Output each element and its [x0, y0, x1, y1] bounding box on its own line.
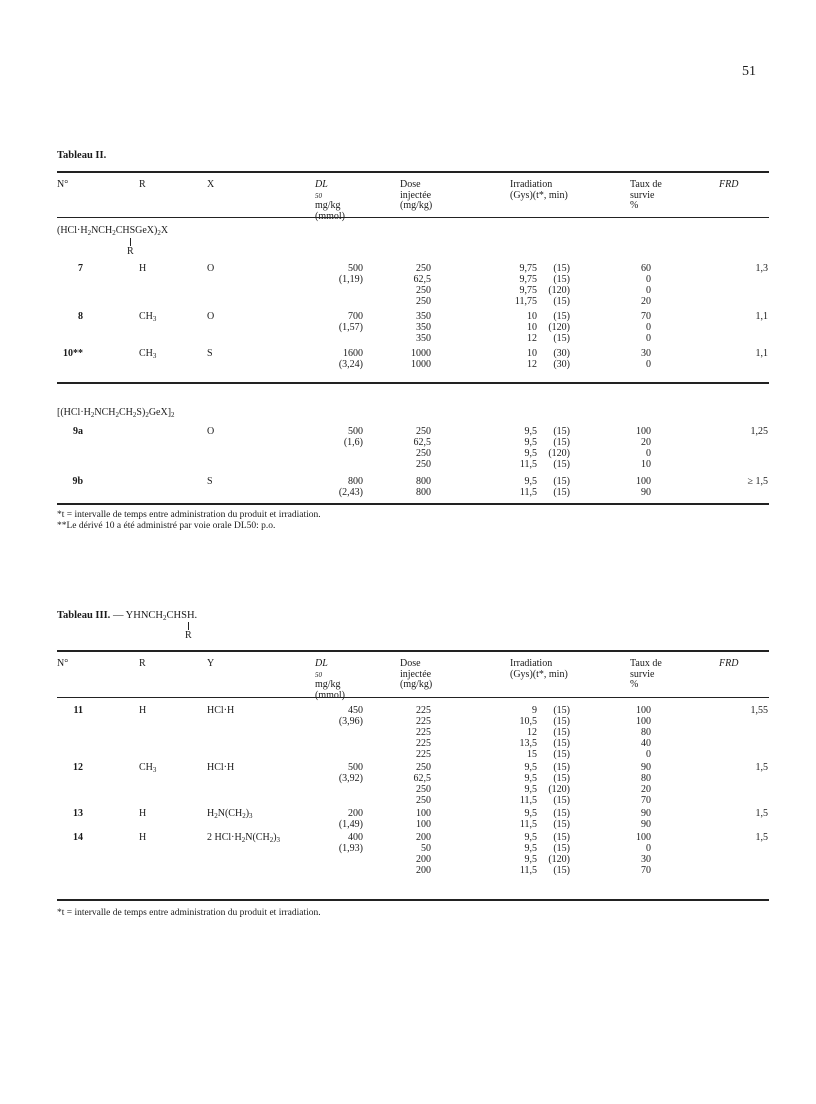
row-dl50-line: (1,19)	[338, 274, 363, 285]
row-frd: 1,1	[755, 348, 768, 359]
row-gys-line: 11,5	[519, 459, 537, 470]
row-taux	[605, 832, 651, 876]
row-y: HCl·H	[207, 762, 235, 773]
header-taux-line: Taux de	[630, 179, 662, 190]
row-gys-line: 12	[527, 333, 537, 344]
row-dl50-line: (1,57)	[338, 322, 363, 333]
row-taux-line: 30	[641, 348, 651, 359]
row-dl50-line: (3,24)	[338, 359, 363, 370]
header-no: N°	[57, 179, 69, 190]
footnote: *t = intervalle de temps entre administration du produit et irradiation.	[57, 908, 321, 918]
row-r: $CH_3$	[139, 762, 157, 774]
header-dose	[400, 180, 432, 212]
row-number: 11	[73, 705, 83, 716]
row-r: $CH_3$	[139, 348, 157, 360]
row-time-line: (15)	[553, 333, 570, 344]
row-taux-line: 100	[636, 716, 651, 727]
header-irradiation	[510, 659, 568, 680]
row-time-line: (15)	[553, 749, 570, 760]
row-frd: 1,3	[755, 263, 768, 274]
row-taux-line: 20	[641, 437, 651, 448]
row-number: 12	[73, 762, 83, 773]
row-frd: 1,5	[755, 762, 768, 773]
row-dl50-line: (2,43)	[338, 487, 363, 498]
row-r: H	[139, 705, 147, 716]
row-gys-line: 10	[527, 348, 537, 359]
row-dose-line: 800	[416, 487, 431, 498]
table-rule	[57, 503, 769, 505]
row-gys-line: 12	[527, 727, 537, 738]
header-dose-line: injectée	[400, 189, 432, 201]
footnote-1: *t = intervalle de temps entre administration du produit et irradiation.	[57, 510, 321, 520]
group-2-formula: $[(HCl\cdot H_2NCH_2CH_2S)_2GeX]_2$	[57, 407, 175, 419]
row-dose-line: 250	[416, 263, 431, 274]
row-time	[540, 348, 570, 370]
row-gys	[497, 832, 537, 876]
row-dose	[397, 426, 431, 470]
row-dose-line: 200	[416, 832, 431, 843]
row-dl50-line: 450	[348, 705, 363, 716]
row-taux-line: 40	[641, 738, 651, 749]
table-3-caption	[57, 610, 197, 624]
row-gys-line: 13,5	[519, 738, 537, 749]
row-time-line: (15)	[553, 843, 570, 854]
row-time-line: (15)	[553, 773, 570, 784]
header-dl50-line: (mmol)	[315, 210, 345, 222]
header-taux-line: %	[630, 679, 639, 690]
row-taux-line: 0	[646, 448, 651, 459]
header-dose	[400, 659, 432, 691]
row-taux-line: 0	[646, 322, 651, 333]
row-gys-line: 9,75	[519, 285, 537, 296]
header-dose-line: Dose	[400, 658, 421, 669]
row-time-line: (15)	[553, 738, 570, 749]
row-number: 13	[73, 808, 83, 819]
row-dose	[397, 808, 431, 830]
row-taux-line: 100	[636, 832, 651, 843]
row-taux-line: 90	[641, 819, 651, 830]
row-time-line: (120)	[548, 784, 570, 795]
row-dose-line: 100	[416, 819, 431, 830]
row-time-line: (15)	[553, 762, 570, 773]
row-number: 7	[78, 263, 83, 274]
row-dl50	[307, 348, 363, 370]
row-taux	[605, 426, 651, 470]
row-dose	[397, 705, 431, 760]
row-dose-line: 225	[416, 716, 431, 727]
branch-letter: R	[185, 630, 192, 641]
row-dose	[397, 263, 431, 307]
row-taux-line: 20	[641, 296, 651, 307]
row-taux-line: 60	[641, 263, 651, 274]
row-dose-line: 62,5	[413, 437, 431, 448]
row-gys-line: 9,5	[524, 832, 537, 843]
row-gys-line: 9,5	[524, 784, 537, 795]
table-2-caption: Tableau II.	[57, 150, 107, 161]
row-dl50-line: 500	[348, 762, 363, 773]
row-dl50-line: (1,93)	[338, 843, 363, 854]
row-gys-line: 9,5	[524, 426, 537, 437]
row-gys-line: 9,5	[524, 808, 537, 819]
table-rule	[57, 382, 769, 384]
header-dl50-line: DL 50	[315, 658, 328, 679]
row-gys-line: 9	[532, 705, 537, 716]
row-dose-line: 225	[416, 749, 431, 760]
row-number: 14	[73, 832, 83, 843]
row-taux-line: 80	[641, 773, 651, 784]
row-frd: 1,25	[750, 426, 768, 437]
row-dose-line: 250	[416, 762, 431, 773]
row-time-line: (15)	[553, 437, 570, 448]
table-rule	[57, 217, 769, 218]
row-time-line: (120)	[548, 322, 570, 333]
header-frd: FRD	[719, 179, 739, 190]
row-taux-line: 0	[646, 749, 651, 760]
row-frd: 1,5	[755, 808, 768, 819]
row-dose-line: 50	[421, 843, 431, 854]
row-taux	[605, 762, 651, 806]
row-dl50	[307, 808, 363, 830]
row-x: O	[207, 311, 215, 322]
row-gys	[497, 311, 537, 344]
row-time	[540, 705, 570, 760]
header-dose-line: (mg/kg)	[400, 679, 433, 690]
header-taux-line: Taux de	[630, 658, 662, 669]
row-time	[540, 762, 570, 806]
row-time-line: (15)	[553, 716, 570, 727]
row-x: S	[207, 476, 213, 487]
row-frd: 1,1	[755, 311, 768, 322]
table-rule	[57, 697, 769, 698]
row-dl50-line: (3,96)	[338, 716, 363, 727]
row-taux-line: 70	[641, 865, 651, 876]
row-dose-line: 200	[416, 854, 431, 865]
row-time-line: (15)	[553, 311, 570, 322]
row-taux-line: 100	[636, 476, 651, 487]
header-dl50-line: (mmol)	[315, 689, 345, 701]
row-time	[540, 426, 570, 470]
row-dl50	[307, 311, 363, 333]
row-dose-line: 1000	[411, 348, 431, 359]
row-time-line: (15)	[553, 487, 570, 498]
row-time-line: (15)	[553, 476, 570, 487]
row-dl50	[307, 705, 363, 727]
header-y: Y	[207, 658, 215, 669]
row-dl50-line: 500	[348, 426, 363, 437]
row-gys-line: 15	[527, 749, 537, 760]
row-x: O	[207, 426, 215, 437]
branch-bond	[130, 238, 131, 246]
row-taux-line: 80	[641, 727, 651, 738]
row-r: H	[139, 832, 147, 843]
row-taux	[605, 808, 651, 830]
row-r: H	[139, 808, 147, 819]
row-number: 9b	[72, 476, 83, 487]
row-x: S	[207, 348, 213, 359]
row-dl50-line: (3,92)	[338, 773, 363, 784]
row-frd: 1,5	[755, 832, 768, 843]
row-dose-line: 250	[416, 795, 431, 806]
row-gys-line: 9,5	[524, 476, 537, 487]
row-gys-line: 9,5	[524, 448, 537, 459]
row-taux	[605, 476, 651, 498]
row-time-line: (15)	[553, 795, 570, 806]
row-dose-line: 1000	[411, 359, 431, 370]
row-taux-line: 90	[641, 808, 651, 819]
row-time-line: (15)	[553, 819, 570, 830]
header-dl50	[315, 180, 345, 222]
row-time-line: (15)	[553, 865, 570, 876]
row-dl50	[307, 426, 363, 448]
row-time-line: (15)	[553, 263, 570, 274]
row-time	[540, 263, 570, 307]
row-time	[540, 832, 570, 876]
row-time-line: (120)	[548, 448, 570, 459]
row-taux-line: 70	[641, 311, 651, 322]
row-dose-line: 250	[416, 296, 431, 307]
row-dose-line: 350	[416, 322, 431, 333]
row-time-line: (15)	[553, 727, 570, 738]
row-frd: 1,55	[750, 705, 768, 716]
row-taux-line: 30	[641, 854, 651, 865]
row-time-line: (15)	[553, 832, 570, 843]
table-rule	[57, 171, 769, 173]
row-gys	[497, 426, 537, 470]
row-gys-line: 11,75	[514, 296, 537, 307]
row-taux-line: 0	[646, 359, 651, 370]
header-dl50-line: mg/kg	[315, 200, 341, 211]
row-time	[540, 476, 570, 498]
row-dose-line: 62,5	[413, 274, 431, 285]
row-x: O	[207, 263, 215, 274]
row-dl50-line: 1600	[343, 348, 363, 359]
header-taux	[630, 659, 662, 691]
row-gys-line: 10	[527, 322, 537, 333]
header-irradiation-line: (Gys)(t*, min)	[510, 189, 568, 201]
header-taux	[630, 180, 662, 212]
table-3-caption-label: Tableau III.	[57, 610, 111, 621]
row-dl50-line: (1,6)	[343, 437, 363, 448]
row-dose-line: 250	[416, 285, 431, 296]
row-dose	[397, 832, 431, 876]
row-gys-line: 11,5	[519, 819, 537, 830]
table-3	[57, 610, 769, 930]
row-dose-line: 225	[416, 738, 431, 749]
header-r: R	[139, 658, 146, 669]
row-gys-line: 11,5	[519, 487, 537, 498]
row-time-line: (120)	[548, 285, 570, 296]
row-dose-line: 225	[416, 705, 431, 716]
row-dl50-line: 800	[348, 476, 363, 487]
table-2	[57, 150, 769, 550]
row-dose-line: 800	[416, 476, 431, 487]
row-dose-line: 350	[416, 311, 431, 322]
group-1-formula: $(HCl\cdot H_2NCH_2CHSGeX)_2X$	[57, 225, 169, 237]
header-dose-line: injectée	[400, 668, 432, 680]
header-dl50-line: mg/kg	[315, 679, 341, 690]
footnote-2: **Le dérivé 10 a été administré par voie orale DL50: p.o.	[57, 521, 276, 531]
row-gys-line: 11,5	[519, 795, 537, 806]
row-number: 10**	[63, 348, 83, 359]
row-dl50-line: 400	[348, 832, 363, 843]
row-gys	[497, 348, 537, 370]
row-taux	[605, 348, 651, 370]
row-taux-line: 90	[641, 487, 651, 498]
row-time-line: (15)	[553, 808, 570, 819]
row-gys-line: 9,5	[524, 762, 537, 773]
row-dl50-line: 200	[348, 808, 363, 819]
row-taux-line: 10	[641, 459, 651, 470]
header-dose-line: Dose	[400, 179, 421, 190]
row-dose-line: 250	[416, 448, 431, 459]
table-rule	[57, 899, 769, 901]
row-time-line: (30)	[553, 359, 570, 370]
header-r: R	[139, 179, 146, 190]
row-time-line: (15)	[553, 426, 570, 437]
row-dl50	[307, 832, 363, 854]
table-3-caption-formula: — $YHNCH_2CHSH$.	[112, 610, 198, 622]
row-time-line: (120)	[548, 854, 570, 865]
row-taux	[605, 705, 651, 760]
header-no: N°	[57, 658, 69, 669]
row-number: 9a	[73, 426, 83, 437]
row-gys-line: 9,5	[524, 843, 537, 854]
row-taux-line: 0	[646, 285, 651, 296]
row-frd: ≥ 1,5	[747, 476, 768, 487]
row-gys-line: 11,5	[519, 865, 537, 876]
row-time-line: (15)	[553, 274, 570, 285]
row-dose-line: 250	[416, 426, 431, 437]
row-dose	[397, 762, 431, 806]
row-taux	[605, 263, 651, 307]
header-x: X	[207, 179, 215, 190]
row-taux-line: 0	[646, 274, 651, 285]
row-dose-line: 100	[416, 808, 431, 819]
header-taux-line: %	[630, 200, 639, 211]
row-dose	[397, 348, 431, 370]
row-gys	[497, 808, 537, 830]
row-gys	[497, 476, 537, 498]
header-irradiation-line: Irradiation	[510, 179, 553, 190]
row-y: 2 $HCl\cdot H_2N(CH_2)_3$	[207, 832, 281, 844]
row-dl50-line: (1,49)	[338, 819, 363, 830]
row-time-line: (15)	[553, 705, 570, 716]
row-taux	[605, 311, 651, 344]
page-number: 51	[742, 64, 756, 79]
branch-letter: R	[127, 246, 134, 257]
header-irradiation-line: (Gys)(t*, min)	[510, 668, 568, 680]
header-irradiation-line: Irradiation	[510, 658, 553, 669]
row-gys-line: 9,75	[519, 274, 537, 285]
row-time-line: (30)	[553, 348, 570, 359]
row-dose	[397, 476, 431, 498]
header-irradiation	[510, 180, 568, 201]
row-gys-line: 9,5	[524, 773, 537, 784]
row-dl50	[307, 476, 363, 498]
row-gys-line: 10,5	[519, 716, 537, 727]
header-taux-line: survie	[630, 189, 655, 201]
row-time	[540, 808, 570, 830]
row-y: $H_2N(CH_2)_3$	[207, 808, 253, 820]
row-dose-line: 62,5	[413, 773, 431, 784]
branch-bond	[188, 622, 189, 630]
row-taux-line: 100	[636, 426, 651, 437]
row-taux-line: 70	[641, 795, 651, 806]
header-taux-line: survie	[630, 668, 655, 680]
row-taux-line: 100	[636, 705, 651, 716]
row-dl50	[307, 263, 363, 285]
row-dl50-line: 700	[348, 311, 363, 322]
row-dl50-line: 500	[348, 263, 363, 274]
row-taux-line: 20	[641, 784, 651, 795]
row-taux-line: 0	[646, 333, 651, 344]
row-number: 8	[78, 311, 83, 322]
row-gys	[497, 263, 537, 307]
row-taux-line: 90	[641, 762, 651, 773]
row-gys	[497, 705, 537, 760]
row-dose	[397, 311, 431, 344]
header-dl50-line: DL 50	[315, 179, 328, 200]
row-gys-line: 9,5	[524, 854, 537, 865]
header-dose-line: (mg/kg)	[400, 200, 433, 211]
row-time	[540, 311, 570, 344]
row-dl50	[307, 762, 363, 784]
row-dose-line: 250	[416, 784, 431, 795]
row-gys-line: 12	[527, 359, 537, 370]
row-dose-line: 225	[416, 727, 431, 738]
row-y: HCl·H	[207, 705, 235, 716]
header-dl50	[315, 659, 345, 701]
table-rule	[57, 650, 769, 652]
row-dose-line: 200	[416, 865, 431, 876]
row-gys-line: 9,75	[519, 263, 537, 274]
row-r: $CH_3$	[139, 311, 157, 323]
header-frd: FRD	[719, 658, 739, 669]
row-dose-line: 350	[416, 333, 431, 344]
row-dose-line: 250	[416, 459, 431, 470]
row-gys-line: 9,5	[524, 437, 537, 448]
row-gys	[497, 762, 537, 806]
row-time-line: (15)	[553, 459, 570, 470]
row-time-line: (15)	[553, 296, 570, 307]
row-gys-line: 10	[527, 311, 537, 322]
row-taux-line: 0	[646, 843, 651, 854]
row-r: H	[139, 263, 147, 274]
